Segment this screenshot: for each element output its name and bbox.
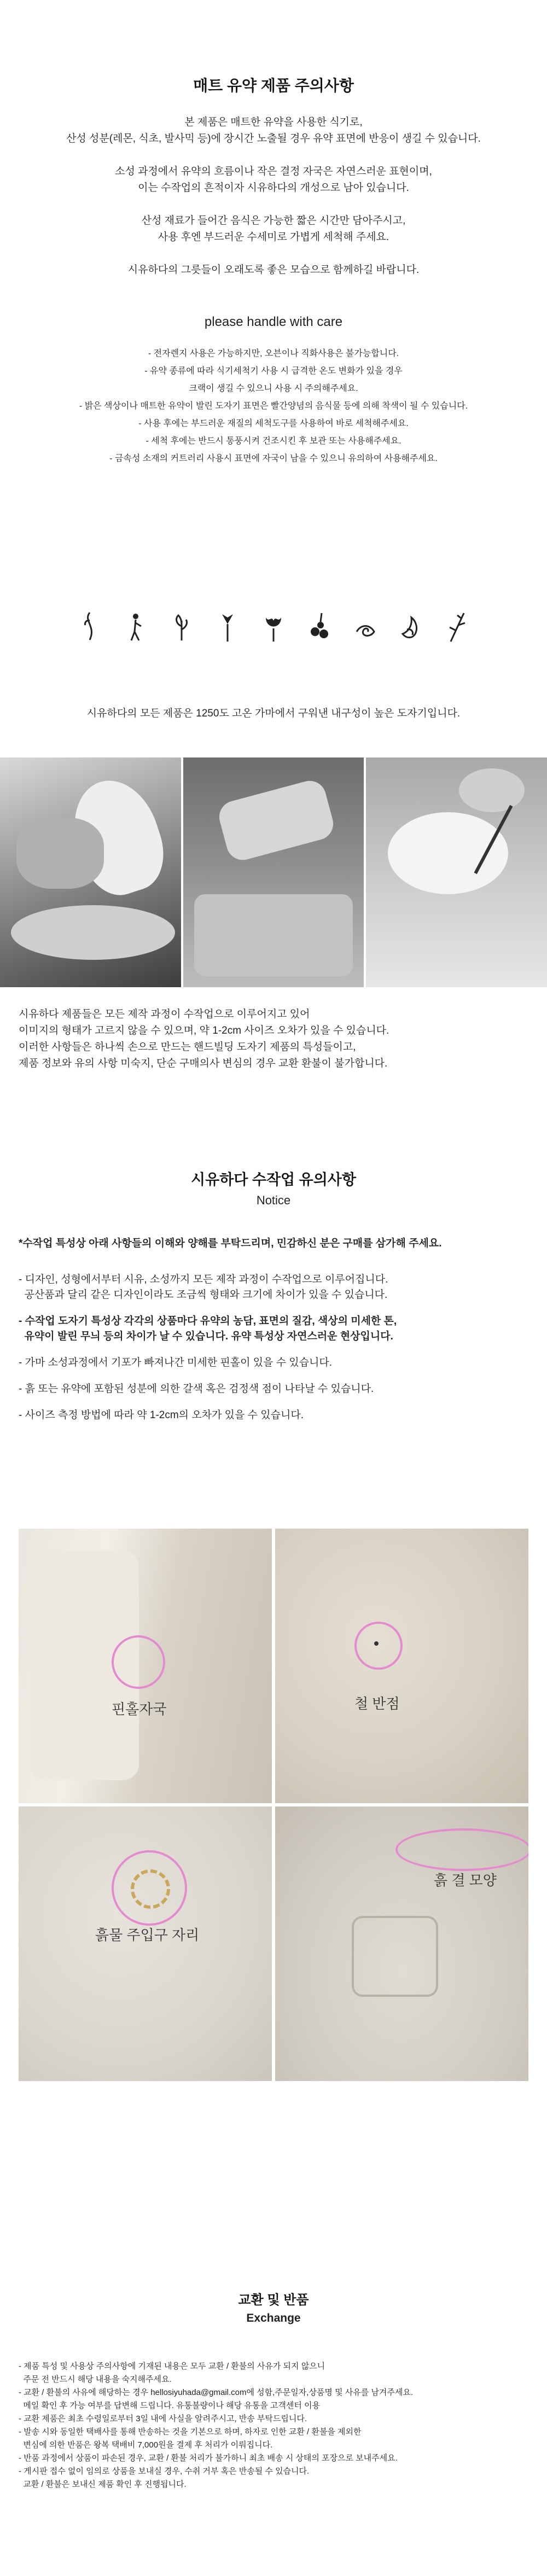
exchange-line: - 반품 과정에서 상품이 파손된 경우, 교환 / 환불 처리가 불가하니 최초 배송 시 상태의 포장으로 보내주세요. bbox=[19, 2453, 398, 2463]
exchange-title: 교환 및 반품 bbox=[238, 2293, 309, 2307]
exchange-line: - 게시판 접수 없이 임의로 상품을 보내실 경우, 수취 거부 혹은 반송될 수 있습니다. bbox=[19, 2467, 310, 2476]
exchange-line: - 제품 특성 및 사용상 주의사항에 기재된 내용은 모두 교환 / 환불의 사유가 되지 않으니 bbox=[19, 2362, 325, 2371]
swirl-icon bbox=[353, 610, 377, 643]
notice-item: 유약이 발린 무늬 등의 차이가 날 수 있습니다. 유약 특성상 자연스러운 현상입니다. bbox=[19, 1331, 393, 1342]
exchange-line: 변심에 의한 반품은 왕복 택배비 7,000원을 결제 후 처리가 이뤄집니다. bbox=[19, 2440, 273, 2450]
care-item: - 유약 종류에 따라 식기세척기 사용 시 급격한 온도 변화가 있을 경우 bbox=[144, 366, 403, 376]
exchange-line: - 교환 / 환불의 사유에 해당하는 경우 hellosiyuhada@gmail.com에 성함,주문일자,상품명 및 사유를 남겨주세요. bbox=[19, 2388, 413, 2397]
defect-iron-spot bbox=[275, 1529, 528, 1803]
notice-item: - 사이즈 측정 방법에 따라 약 1-2cm의 오차가 있을 수 있습니다. bbox=[19, 1409, 304, 1421]
notice-lead: *수작업 특성상 아래 사항들의 이해와 양해를 부탁드리며, 민감하신 분은 구매를 삼가해 주세요. bbox=[19, 1238, 442, 1249]
defect-slip-inlet bbox=[19, 1806, 272, 2081]
notice-header bbox=[0, 1168, 547, 1209]
care-title: please handle with care bbox=[204, 314, 343, 329]
intro-line: 본 제품은 매트한 유약을 사용한 식기로, bbox=[184, 116, 363, 128]
handmade-line: 제품 정보와 유의 사항 미숙지, 단순 구매의사 변심의 경우 교환 환불이 불가합니다. bbox=[19, 1058, 388, 1069]
care-item: - 사용 후에는 부드러운 재질의 세척도구를 사용하여 바로 세척해주세요. bbox=[138, 419, 409, 428]
care-item: - 전자렌지 사용은 가능하지만, 오븐이나 직화사용은 불가능합니다. bbox=[148, 349, 399, 358]
sprout-icon bbox=[170, 610, 194, 643]
intro-line: 시유하다의 그릇들이 오래도록 좋은 모습으로 함께하길 바랍니다. bbox=[127, 264, 420, 276]
icon-row bbox=[0, 610, 547, 643]
intro-title: 매트 유약 제품 주의사항 bbox=[193, 77, 354, 94]
intro-line: 소성 과정에서 유약의 흐름이나 작은 결정 자국은 자연스러운 표현이며, bbox=[115, 166, 432, 177]
defect-label: 철 반점 bbox=[354, 1695, 400, 1712]
process-photo-carving bbox=[366, 757, 547, 987]
care-item: - 세척 후에는 반드시 통풍시켜 건조시킨 후 보관 또는 사용해주세요. bbox=[146, 436, 401, 446]
handmade-line: 시유하다 제품들은 모든 제작 과정이 수작업으로 이루어지고 있어 bbox=[19, 1009, 310, 1020]
tulip-icon bbox=[261, 610, 286, 643]
intro-section bbox=[0, 74, 547, 278]
intro-line: 이는 수작업의 흔적이자 시유하다의 개성으로 남아 있습니다. bbox=[138, 182, 409, 194]
notice-item: - 가마 소성과정에서 기포가 빠져나간 미세한 핀홀이 있을 수 있습니다. bbox=[19, 1357, 333, 1368]
notice-item: 공산품과 달리 같은 디자인이라도 조금씩 형태와 크기에 차이가 있을 수 있습니다. bbox=[19, 1289, 388, 1301]
defect-label: 흙 결 모양 bbox=[434, 1872, 497, 1889]
care-item: 크랙이 생길 수 있으니 사용 시 주의해주세요. bbox=[189, 384, 358, 393]
care-item: - 금속성 소재의 커트러리 사용시 표면에 자국이 남을 수 있으니 유의하여 사용해주세요. bbox=[109, 454, 438, 463]
berries-icon bbox=[307, 610, 331, 643]
exchange-line: 주문 전 반드시 해당 내용을 숙지해주세요. bbox=[19, 2375, 172, 2384]
notice-body bbox=[19, 1236, 533, 1434]
notice-title: 시유하다 수작업 유의사항 bbox=[191, 1172, 356, 1188]
exchange-body bbox=[19, 2360, 413, 2491]
exchange-line: - 교환 제품은 최초 수령일로부터 3일 내에 사실을 알려주시고, 반송 부탁드립니다. bbox=[19, 2414, 307, 2423]
handmade-line: 이러한 사항들은 하나씩 손으로 만드는 핸드빌딩 도자기 제품의 특성들이고, bbox=[19, 1041, 356, 1053]
person-figure-icon bbox=[124, 610, 148, 643]
process-photo-strip bbox=[0, 757, 547, 987]
highlight-circle bbox=[354, 1622, 403, 1670]
flower-icon bbox=[216, 610, 240, 643]
care-section bbox=[0, 314, 547, 468]
defect-clay-texture bbox=[275, 1806, 528, 2081]
exchange-line: 메일 확인 후 가능 여부를 답변해 드립니다. 유통불량이나 해당 유통을 고객센터 이용 bbox=[19, 2401, 321, 2410]
intro-line: 산성 재료가 들어간 음식은 가능한 짧은 시간만 담아주시고, bbox=[141, 215, 406, 226]
notice-item: - 수작업 도자기 특성상 각각의 상품마다 유약의 농담, 표면의 질감, 색상의 미세한 톤, bbox=[19, 1315, 397, 1327]
intro-line: 사용 후엔 부드러운 수세미로 가볍게 세척해 주세요. bbox=[158, 231, 389, 243]
bird-icon bbox=[399, 610, 423, 643]
leaf-line-icon bbox=[78, 610, 102, 643]
defect-pinhole bbox=[19, 1529, 272, 1803]
handmade-line: 이미지의 형태가 고르지 않을 수 있으며, 약 1-2cm 사이즈 오차가 있을 수 있습니다. bbox=[19, 1025, 389, 1036]
intro-line: 산성 성분(레몬, 식초, 발사믹 등)에 장시간 노출될 경우 유약 표면에 반응이 생길 수 있습니다. bbox=[66, 133, 481, 144]
firing-section bbox=[0, 706, 547, 722]
handmade-section bbox=[19, 1006, 389, 1072]
notice-item: - 디자인, 성형에서부터 시유, 소성까지 모든 제작 과정이 수작업으로 이루어집니다. bbox=[19, 1274, 388, 1285]
notice-subtitle: Notice bbox=[256, 1193, 291, 1207]
exchange-subtitle: Exchange bbox=[246, 2312, 301, 2324]
defect-example-grid bbox=[19, 1529, 528, 2081]
notice-item: - 흙 또는 유약에 포함된 성분에 의한 갈색 혹은 검정색 점이 나타날 수 있습니다. bbox=[19, 1383, 374, 1395]
branch-icon bbox=[445, 610, 469, 643]
care-item: - 밝은 색상이나 매트한 유약이 발린 도자기 표면은 빨간양념의 음식물 등에 의해 착색이 될 수 있습니다. bbox=[79, 401, 468, 411]
process-photo-hands bbox=[0, 757, 181, 987]
defect-label: 흙물 주입구 자리 bbox=[95, 1927, 200, 1943]
exchange-header bbox=[0, 2289, 547, 2327]
exchange-line: - 발송 시와 동일한 택배사를 통해 반송하는 것을 기본으로 하며, 하자로 인한 교환 / 환불을 제외한 bbox=[19, 2427, 362, 2437]
highlight-circle bbox=[112, 1635, 165, 1689]
exchange-line: 교환 / 환불은 보내신 제품 확인 후 진행됩니다. bbox=[19, 2480, 187, 2489]
process-photo-drawing bbox=[183, 757, 364, 987]
highlight-circle bbox=[395, 1828, 528, 1871]
firing-text: 시유하다의 모든 제품은 1250도 고온 가마에서 구워낸 내구성이 높은 도자기입니다. bbox=[86, 708, 461, 719]
defect-label: 핀홀자국 bbox=[112, 1701, 167, 1717]
